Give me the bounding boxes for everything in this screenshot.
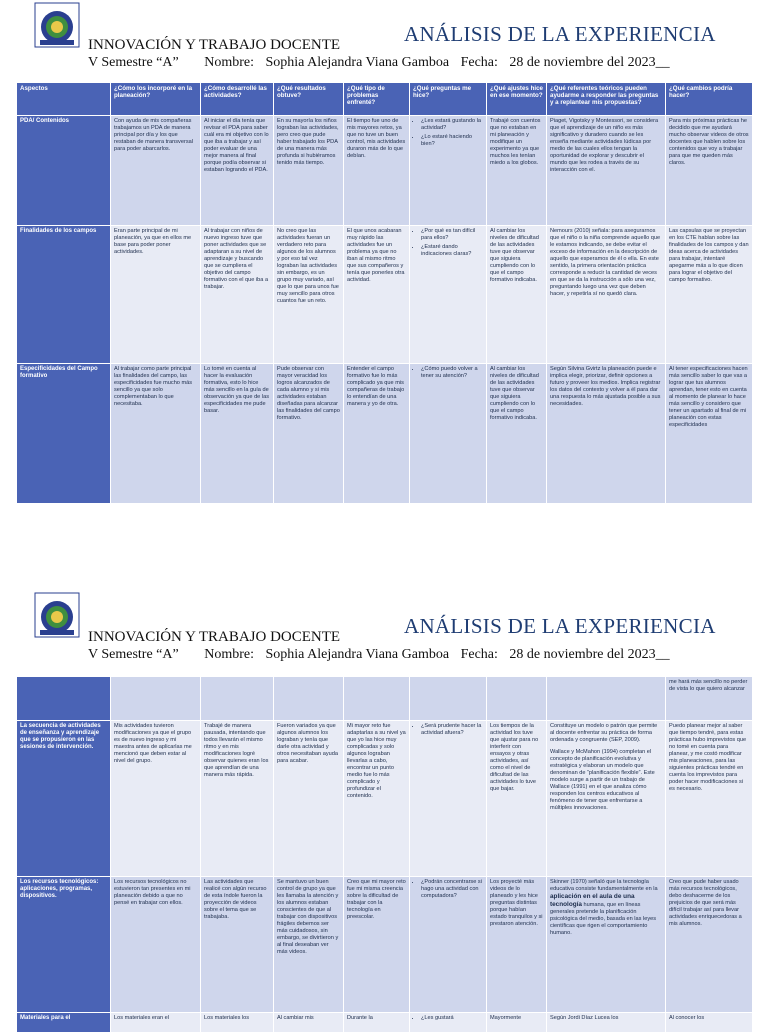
table-cell: Pude observar con mayor veracidad los logros alcanzados de cada alumno y si mis actividades estaban diseñadas para alcanzar las finalidades del campo formativo.: [274, 364, 344, 504]
theory-emphasis: aplicación en el aula de una tecnología: [550, 893, 635, 908]
table-cell: Al cambiar los niveles de dificultad de las actividades tuve que observar que siguiera cumpliendo con lo que el campo formativo indicaba.: [487, 226, 547, 364]
table-row: [17, 226, 753, 364]
table-cell: [547, 877, 666, 1013]
semester-text: V Semestre “A”: [88, 647, 179, 662]
column-header: ¿Qué referentes teóricos pueden ayudarme a responder las preguntas y a replantear mis propuestas?: [547, 83, 666, 116]
name-label: Nombre:: [204, 55, 254, 70]
date-value: 28 de noviembre del 2023__: [509, 55, 670, 70]
table-cell: El que unos acabaran muy rápido las actividades fue un problema ya que no iban al mismo ritmo que sus compañeros y tenía que ponerles otra actividad.: [344, 226, 410, 364]
column-header: ¿Qué preguntas me hice?: [410, 83, 487, 116]
question-item: • ¿Les gustará: [421, 1015, 483, 1022]
table-cell: Creo que pude haber usado más recursos tecnológicos, debo deshacerme de los prejuicios de que será más difícil trabajar así para llevar actividades enriquecedoras a mis alumnos.: [666, 877, 753, 1013]
header-info: [88, 54, 678, 72]
table-cell: Los recursos tecnológicos no estuvieron tan presentes en mi planeación debido a que no pensé en trabajar con ellos.: [111, 877, 201, 1013]
table-cell: [201, 677, 274, 721]
table-cell: Eran parte principal de mi planeación, ya que en ellos me base para poder poner actividades.: [111, 226, 201, 364]
row-aspect: Materiales para el: [17, 1013, 111, 1033]
table-cell: Trabajé de manera pausada, intentando que todos llevarán el mismo ritmo y en mis modificaciones logré observar quienes eran los que aprendían de una manera más rápida.: [201, 721, 274, 877]
table-row: [17, 1013, 753, 1033]
column-header: ¿Cómo desarrollé las actividades?: [201, 83, 274, 116]
table-cell: Al conocer los: [666, 1013, 753, 1033]
analysis-table-continued: [16, 676, 753, 1033]
row-aspect: Finalidades de los campos: [17, 226, 111, 364]
table-cell: [410, 116, 487, 226]
row-aspect: La secuencia de actividades de enseñanza y aprendizaje que se propusieron en las sesiones de intervención.: [17, 721, 111, 877]
name-value: Sophia Alejandra Viana Gamboa: [265, 647, 450, 662]
semester-text: V Semestre “A”: [88, 55, 179, 70]
table-cell: Entender el campo formativo fue lo más complicado ya que mis compañeras de trabajo lo entendían de una manera y yo de otra.: [344, 364, 410, 504]
document-page-2: [0, 588, 768, 1024]
table-cell: Durante la: [344, 1013, 410, 1033]
name-label: Nombre:: [204, 647, 254, 662]
table-cell: No creo que las actividades fueran un verdadero reto para algunos de los alumnos y por eso tal vez lograban las actividades sin embargo, es un grupo muy variado, así que lo que para unos fue muy sencillo para otros cuantos fue un reto.: [274, 226, 344, 364]
school-seal-logo: [34, 592, 80, 638]
theory-paragraph: Wallace y McMahon (1994) completan el concepto de planificación evolutiva y estratégica y elaboran un modelo que denominan de “planificación flexible”. Este modelo surge a partir de un trabajo de Wallace (1991) en el que analiza cómo responden los centros educativos al fenómeno de tener que enfrentarse a múltiples innovaciones.: [550, 749, 655, 811]
table-row: [17, 116, 753, 226]
table-cell: Los materiales los: [201, 1013, 274, 1033]
table-header-row: [17, 83, 753, 116]
date-value: 28 de noviembre del 2023__: [509, 647, 670, 662]
table-cell: Al cambiar los niveles de dificultad de las actividades tuve que observar que siguiera cumpliendo con lo que el campo formativo indicaba.: [487, 364, 547, 504]
analysis-table: [16, 82, 753, 504]
main-title: ANÁLISIS DE LA EXPERIENCIA: [404, 614, 716, 638]
table-cell: Se mantuvo un buen control de grupo ya que les llamaba la atención y los alumnos estaban conscientes de que al trabajar con dispositivos frágiles debemos ser más cuidadosos, sin embargo, se divirtieron y al final deseaban ver más videos.: [274, 877, 344, 1013]
table-cell: [410, 877, 487, 1013]
course-title: INNOVACIÓN Y TRABAJO DOCENTE: [88, 37, 341, 53]
table-row: [17, 721, 753, 877]
row-aspect: PDA/ Contenidos: [17, 116, 111, 226]
row-aspect: [17, 677, 111, 721]
column-header: ¿Qué cambios podría hacer?: [666, 83, 753, 116]
question-item: • ¿Lo estaré haciendo bien?: [421, 134, 483, 148]
name-value: Sophia Alejandra Viana Gamboa: [265, 55, 450, 70]
row-aspect: Los recursos tecnológicos: aplicaciones, programas, dispositivos.: [17, 877, 111, 1013]
column-header: ¿Qué ajustes hice en ese momento?: [487, 83, 547, 116]
table-cell: Al tener especificaciones hacen más sencillo saber lo que vas a lograr que tus alumnos aprendan, tener esto en cuenta al momento de planear lo hace más sencillo y considero que tener un apartado al final de mi planeación con estas especificidades: [666, 364, 753, 504]
column-header: ¿Qué resultados obtuve?: [274, 83, 344, 116]
table-cell: Las capsulas que se proyectan en los CTE hablan sobre las finalidades de los campos y dan ideas acerca de actividades para trabajar, intentaré apegarme más a lo que dicen para lograr el objetivo del campo formativo.: [666, 226, 753, 364]
table-cell: Puedo planear mejor al saber que tiempo tendré, para estas prácticas hubo imprevistos que no tomé en cuenta para planear, y me costó modificar mis planeaciones, para las siguientes prácticas tendré en cuenta los imprevistos para poder hacer modificaciones si es necesario.: [666, 721, 753, 877]
table-cell: me hará más sencillo no perder de vista lo que quiero alcanzar: [666, 677, 753, 721]
table-cell: Al cambiar mis: [274, 1013, 344, 1033]
table-cell: [410, 1013, 487, 1033]
table-cell: [344, 677, 410, 721]
column-header: Aspectos: [17, 83, 111, 116]
table-cell: Con ayuda de mis compañeras trabajamos un PDA de manera principal por día y los que restaban de manera transversal para poder abarcarlos.: [111, 116, 201, 226]
table-cell: Nemours (2010) señala: para asegurarnos que el niño o la niña comprende aquello que le estamos indicando, se debe evitar el exceso de información en la descripción de aquello que esperamos de él o ella. En este sentido, la primera orientación práctica corresponde a reducir la cantidad de veces en que se da la instrucción a sólo una vez, preguntando luego una vez que deben hacer, y repetirla sí no quedó clara.: [547, 226, 666, 364]
table-row: [17, 877, 753, 1013]
table-cell: Según Silvina Gvirtz la planeación puede e implica elegir, priorizar, definir opciones a futuro y proveer los medios. Implica registrar los datos del contexto y volver a él para dar una respuesta lo más ajustada posible a sus necesidades.: [547, 364, 666, 504]
table-cell: Los tiempos de la actividad los tuve que ajustar para no interferir con ensayos y otras actividades, así como el nivel de dificultad de las actividades lo tuve que bajar.: [487, 721, 547, 877]
table-cell: [410, 721, 487, 877]
column-header: ¿Cómo los incorporé en la planeación?: [111, 83, 201, 116]
theory-text: Skinner (1970) señaló que la tecnología educativa consiste fundamentalmente en la: [550, 879, 658, 892]
table-cell: [487, 677, 547, 721]
date-label: Fecha:: [460, 647, 498, 662]
theory-text: humana, que en líneas generales pretende la planificación psicológica del medio, basada en las leyes científicas que rigen el comportamiento humano.: [550, 902, 657, 936]
question-item: • ¿Podrán concentrarse si hago una actividad con computadora?: [421, 879, 483, 900]
table-cell: Las actividades que realicé con algún recurso de esta índole fueron la proyección de videos sobre el tema que se trabajaba.: [201, 877, 274, 1013]
question-item: • ¿Les estará gustando la actividad?: [421, 118, 483, 132]
table-cell: [547, 677, 666, 721]
table-cell: [410, 364, 487, 504]
date-label: Fecha:: [460, 55, 498, 70]
main-title: ANÁLISIS DE LA EXPERIENCIA: [404, 22, 716, 46]
table-cell: [111, 677, 201, 721]
table-cell: Para mis próximas prácticas he decidido que me ayudará mucho observar videos de otros docentes que hablen sobre los contenidos que voy a trabajar para que me queden más claros.: [666, 116, 753, 226]
question-item: • ¿Por qué es tan difícil para ellos?: [421, 228, 483, 242]
table-cell: Trabajé con cuentos que no estaban en mi planeación y modifique un experimento ya que muchos les tenían miedo a los globos.: [487, 116, 547, 226]
table-cell: [274, 677, 344, 721]
course-title: INNOVACIÓN Y TRABAJO DOCENTE: [88, 629, 341, 645]
table-cell: Según Jordi Díaz Lucea los: [547, 1013, 666, 1033]
table-cell: Mayormente: [487, 1013, 547, 1033]
table-row: [17, 677, 753, 721]
column-header: ¿Qué tipo de problemas enfrenté?: [344, 83, 410, 116]
school-seal-logo: [34, 2, 80, 48]
table-cell: En su mayoría los niños lograban las actividades, pero creo que pude haber trabajado los PDA de una manera más profunda si hubiéramos tenido más tiempo.: [274, 116, 344, 226]
table-cell: Mis actividades tuvieron modificaciones ya que el grupo es de nuevo ingreso y mi maestra antes de aplicarlas me mencionó que deben estar al nivel del grupo.: [111, 721, 201, 877]
table-cell: Piaget, Vigotsky y Montessori, se considera que el aprendizaje de un niño es más significativo y duradero cuando se les enseña mediante actividades lúdicas por medio de las cuales ellos tengan la oportunidad de explorar y descubrir el mundo que les rodea a través de su interacción con el.: [547, 116, 666, 226]
table-cell: Creo que mi mayor reto fue mi misma creencia sobre la dificultad de trabajar con la tecnología en preescolar.: [344, 877, 410, 1013]
theory-paragraph: Constituye un modelo o patrón que permite al docente enfrentar su práctica de forma ordenada y congruente (SEP, 2009).: [550, 723, 658, 743]
table-cell: Al trabajar con niños de nuevo ingreso tuve que poner actividades que se adaptaran a su nivel de aprendizaje y buscando que se cumpliera el objetivo del campo formativo con el que iba a trabajar.: [201, 226, 274, 364]
table-cell: Lo tomé en cuenta al hacer la evaluación formativa, esto lo hice más sencillo en la guía de observación ya que de las especificidades me pude basar.: [201, 364, 274, 504]
table-cell: [547, 721, 666, 877]
question-item: • ¿Será prudente hacer la actividad afuera?: [421, 723, 483, 737]
table-cell: Al trabajar como parte principal las finalidades del campo, las especificidades fue mucho más sencillo ya que solo complementaban lo que necesitaba.: [111, 364, 201, 504]
table-cell: [410, 226, 487, 364]
question-item: • ¿Cómo puedo volver a tener su atención?: [421, 366, 483, 380]
table-cell: El tiempo fue uno de mis mayores retos, ya que no tuve un buen control, mis actividades duraron más de lo que debían.: [344, 116, 410, 226]
row-aspect: Especificidades del Campo formativo: [17, 364, 111, 504]
table-row: [17, 364, 753, 504]
table-cell: Al iniciar el día tenía que revisar el PDA para saber cuál era mi objetivo con lo que iba a trabajar y así poder evaluar de una mejor manera al final porque podía observar si estaban logrando el PDA.: [201, 116, 274, 226]
header-info: [88, 646, 678, 664]
table-cell: Mi mayor reto fue adaptarlas a su nivel ya que yo las hice muy complicadas y solo algunos lograban llevarlas a cabo, encontrar un punto medio fue lo más complicado y profundizar el contenido.: [344, 721, 410, 877]
table-cell: Fueron variados ya que algunos alumnos los lograban y tenía que darle otra actividad y otros necesitaban ayuda para acabar.: [274, 721, 344, 877]
table-cell: Los proyecté más videos de lo planeado y les hice preguntas distintas porque habían estado tranquilos y si prestaron atención.: [487, 877, 547, 1013]
question-item: • ¿Estaré dando indicaciones claras?: [421, 244, 483, 258]
table-cell: [410, 677, 487, 721]
table-cell: Los materiales eran el: [111, 1013, 201, 1033]
